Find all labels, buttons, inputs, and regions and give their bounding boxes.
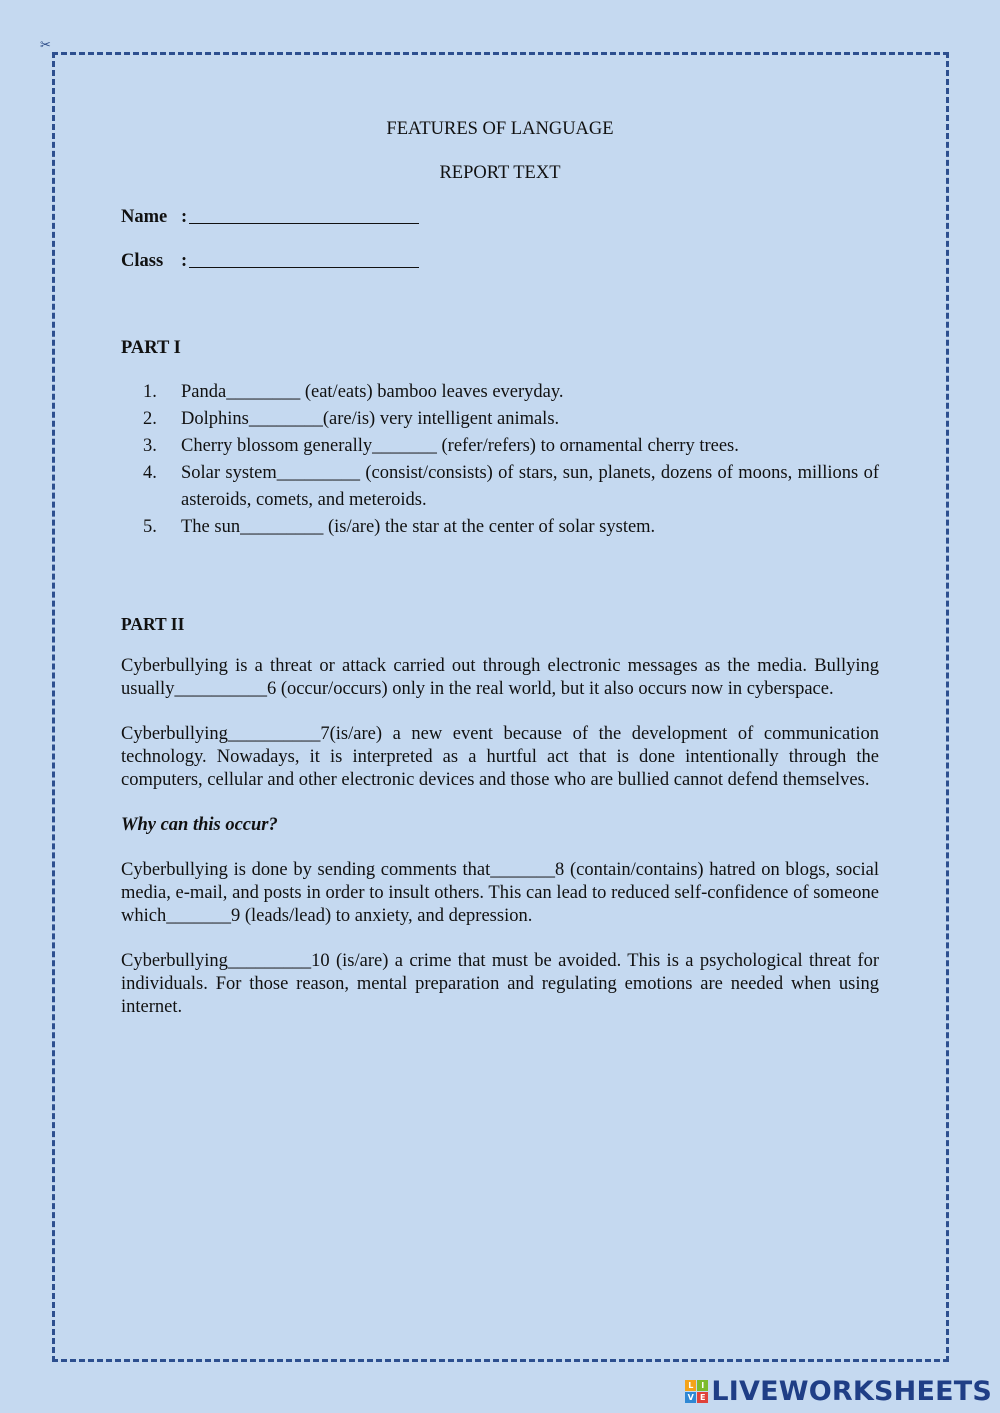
list-item — [143, 514, 879, 541]
scissors-icon: ✂ — [40, 38, 51, 53]
worksheet-content — [121, 118, 879, 1041]
part2-heading: PART II — [121, 614, 185, 634]
question-number: 4. — [143, 463, 157, 483]
list-item — [143, 406, 879, 433]
page-subtitle: REPORT TEXT — [439, 163, 561, 183]
name-field-row — [121, 206, 879, 229]
logo-mark-icon: L I V E — [685, 1380, 708, 1403]
class-label: Class — [121, 251, 164, 271]
page-title: FEATURES OF LANGUAGE — [386, 119, 614, 139]
class-field-row — [121, 250, 879, 273]
question-text[interactable]: Panda________ (eat/eats) bamboo leaves everyday. — [181, 382, 564, 402]
class-input[interactable] — [189, 250, 419, 268]
brand-name: LIVEWORKSHEETS — [711, 1376, 992, 1407]
name-colon: : — [181, 207, 188, 227]
question-number: 2. — [143, 409, 157, 429]
list-item — [143, 379, 879, 406]
question-number: 1. — [143, 382, 157, 402]
part2-subheading: Why can this occur? — [121, 815, 278, 835]
class-colon: : — [181, 251, 188, 271]
question-text[interactable]: The sun_________ (is/are) the star at the center of solar system. — [181, 517, 656, 537]
list-item — [143, 433, 879, 460]
question-text[interactable]: Cherry blossom generally_______ (refer/refers) to ornamental cherry trees. — [181, 436, 739, 456]
part2-paragraph-3[interactable]: Cyberbullying is done by sending comments that_______8 (contain/contains) hatred on blogs, social media, e-mail, and posts in order to insult others. This can lead to reduced self-confidence of someone which_______9 (leads/lead) to anxiety, and depression. — [121, 860, 879, 926]
question-text[interactable]: Dolphins________(are/is) very intelligent animals. — [181, 409, 560, 429]
part1-question-list — [121, 379, 879, 541]
liveworksheets-logo[interactable] — [685, 1376, 992, 1407]
part2-paragraph-4[interactable]: Cyberbullying_________10 (is/are) a crime that must be avoided. This is a psychological threat for individuals. For those reason, mental preparation and regulating emotions are needed when using internet. — [121, 951, 879, 1017]
part2-paragraph-2[interactable]: Cyberbullying__________7(is/are) a new event because of the development of communication technology. Nowadays, it is interpreted as a hurtful act that is done intentionally through the computers, cellular and other electronic devices and those who are bullied cannot defend themselves. — [121, 724, 879, 790]
part2-paragraph-1[interactable]: Cyberbullying is a threat or attack carried out through electronic messages as the media. Bullying usually__________6 (occur/occurs) only in the real world, but it also occurs now in cyberspace. — [121, 656, 879, 699]
question-number: 5. — [143, 517, 157, 537]
name-label: Name — [121, 207, 168, 227]
question-text[interactable]: Solar system_________ (consist/consists) of stars, sun, planets, dozens of moons, millions of asteroids, comets, and meteroids. — [181, 463, 879, 510]
question-number: 3. — [143, 436, 157, 456]
list-item — [143, 460, 879, 514]
name-input[interactable] — [189, 206, 419, 224]
part1-heading: PART I — [121, 338, 181, 358]
